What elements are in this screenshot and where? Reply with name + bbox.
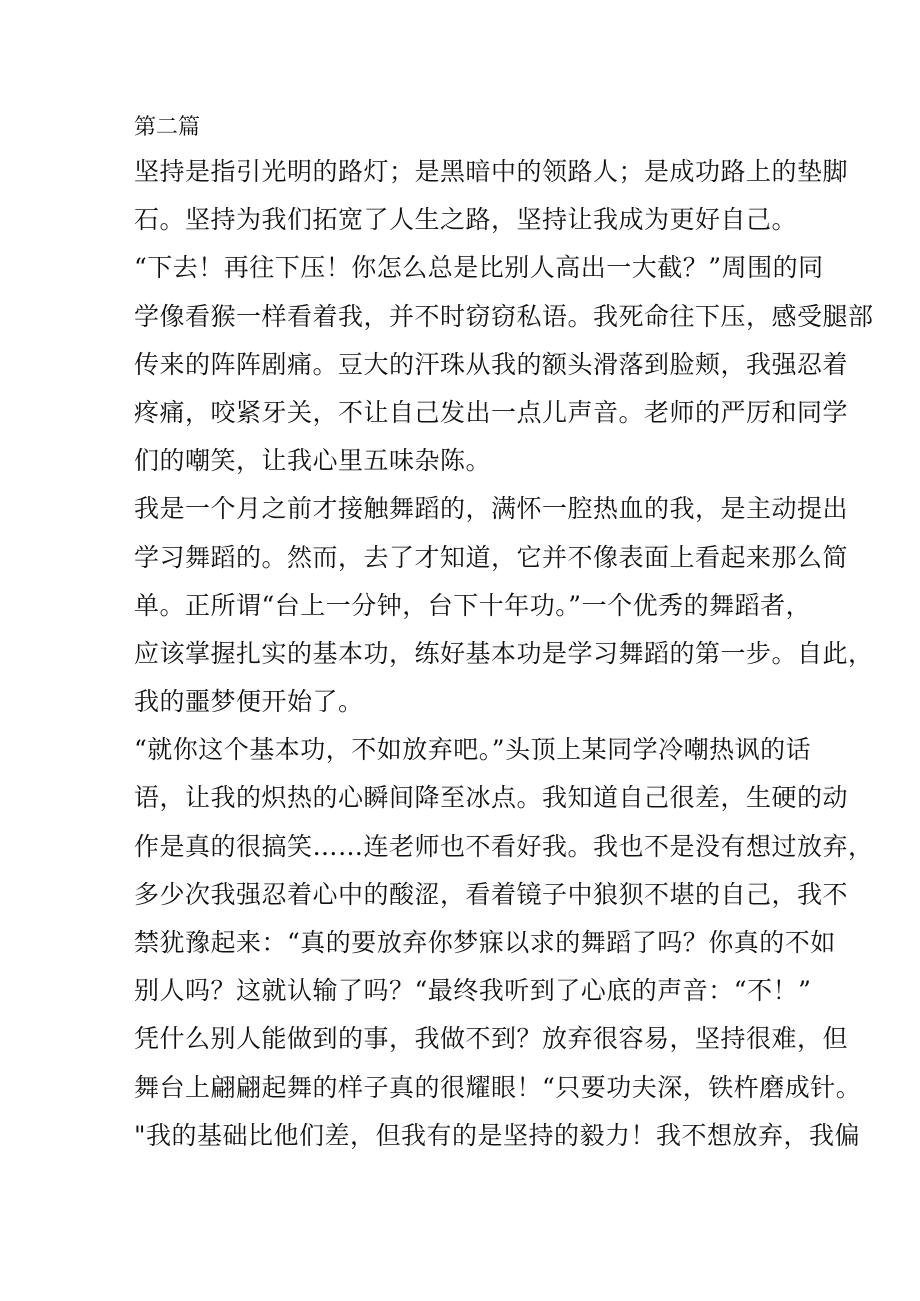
text-line: 疼痛，咬紧牙关，不让自己发出一点儿声音。老师的严厉和同学 bbox=[134, 397, 849, 427]
text-line: 别人吗？这就认输了吗？“最终我听到了心底的声音：“不！” bbox=[134, 976, 812, 1006]
paragraph-4 bbox=[134, 726, 874, 1160]
text-line: “就你这个基本功，不如放弃吧。”头顶上某同学冷嘲热讽的话 bbox=[134, 735, 812, 765]
text-line: 传来的阵阵剧痛。豆大的汗珠从我的额头滑落到脸颊，我强忍着 bbox=[134, 349, 849, 379]
text-line: 学像看猴一样看着我，并不时窃窃私语。我死命往下压，感受腿部 bbox=[134, 301, 874, 331]
paragraph-2 bbox=[134, 244, 874, 485]
text-line: 应该掌握扎实的基本功，练好基本功是学习舞蹈的第一步。自此， bbox=[134, 638, 874, 668]
text-line: 多少次我强忍着心中的酸涩，看着镜子中狼狈不堪的自己，我不 bbox=[134, 879, 849, 909]
text-line: 们的嘲笑，让我心里五味杂陈。 bbox=[134, 446, 492, 476]
text-line: 石。坚持为我们拓宽了人生之路，坚持让我成为更好自己。 bbox=[134, 205, 798, 235]
paragraph-3 bbox=[134, 485, 874, 726]
text-line: 舞台上翩翩起舞的样子真的很耀眼！“只要功夫深，铁杵磨成针。 bbox=[134, 1072, 862, 1102]
paragraph-1 bbox=[134, 148, 849, 244]
document-body bbox=[134, 108, 874, 1160]
text-line: 我的噩梦便开始了。 bbox=[134, 687, 364, 717]
section-heading: 第二篇 bbox=[134, 115, 201, 140]
text-line: 学习舞蹈的。然而，去了才知道，它并不像表面上看起来那么简 bbox=[134, 542, 849, 572]
text-line: 坚持是指引光明的路灯；是黑暗中的领路人；是成功路上的垫脚 bbox=[134, 157, 849, 186]
text-line: 我是一个月之前才接触舞蹈的，满怀一腔热血的我，是主动提出 bbox=[134, 494, 849, 524]
text-line: "我的基础比他们差，但我有的是坚持的毅力！我不想放弃，我偏 bbox=[134, 1120, 861, 1150]
text-line: “下去！再往下压！你怎么总是比别人高出一大截？”周围的同 bbox=[134, 253, 824, 283]
text-line: 作是真的很搞笑……连老师也不看好我。我也不是没有想过放弃， bbox=[134, 831, 874, 861]
text-line: 语，让我的炽热的心瞬间降至冰点。我知道自己很差，生硬的动 bbox=[134, 783, 849, 813]
text-line: 禁犹豫起来：“真的要放弃你梦寐以求的舞蹈了吗？你真的不如 bbox=[134, 928, 836, 957]
text-line: 凭什么别人能做到的事，我做不到？放弃很容易，坚持很难，但 bbox=[134, 1024, 849, 1054]
text-line: 单。正所谓“台上一分钟，台下十年功。”一个优秀的舞蹈者， bbox=[134, 590, 812, 620]
